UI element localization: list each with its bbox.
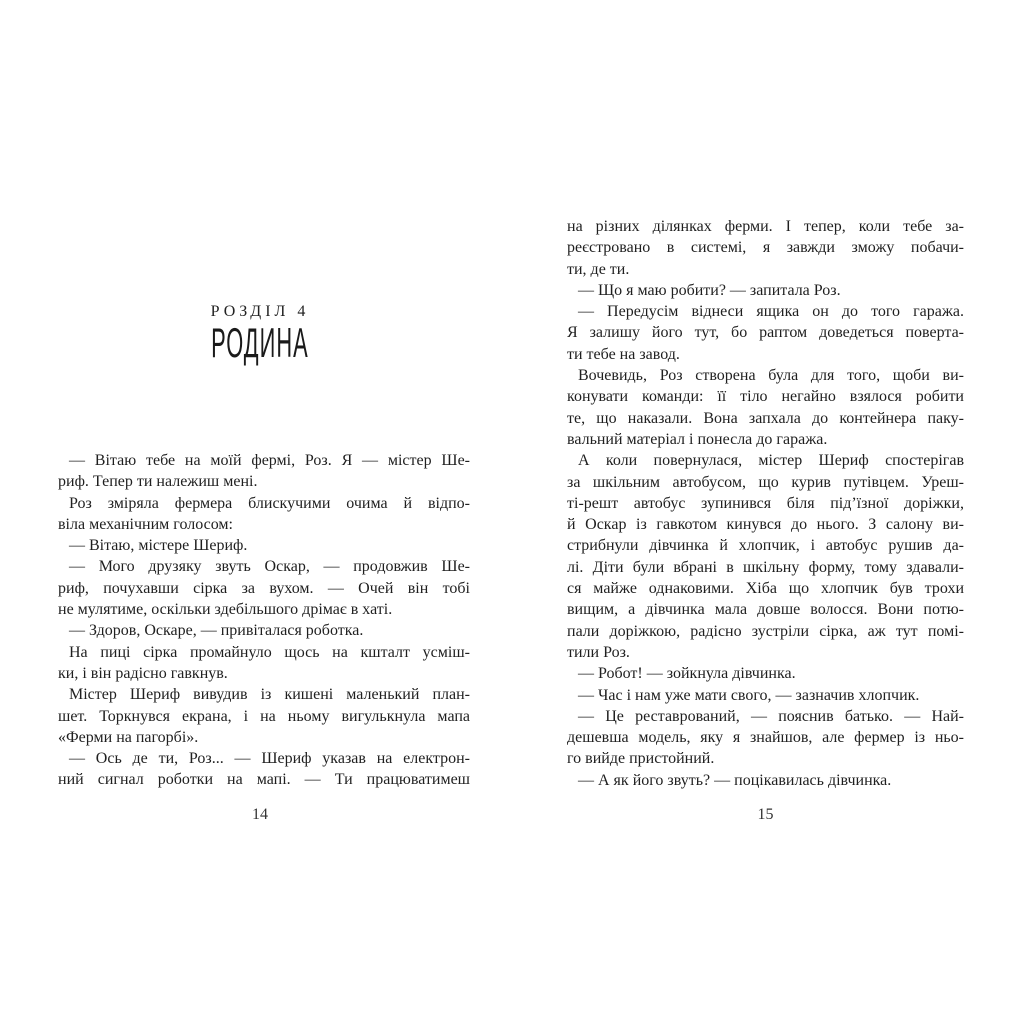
- text-line: ся майже однаковими. Хіба що хлопчик був трохи: [567, 580, 964, 598]
- text-line: Я залишу його тут, бо раптом доведеться поверта-: [567, 324, 964, 342]
- text-line: Вочевидь, Роз створена була для того, щоби ви-: [578, 367, 964, 385]
- text-line: риф, почухавши сірка за вухом. — Очей він тобі: [58, 579, 470, 597]
- page-right-body-text: [567, 216, 964, 791]
- text-line: вальний матеріал і понесла до гаража.: [567, 430, 828, 448]
- text-line: А коли повернулася, містер Шериф спостерігав: [578, 452, 964, 470]
- text-line: — Час і нам уже мати свого, — зазначив хлопчик.: [578, 686, 920, 704]
- page-number-right: 15: [757, 806, 774, 823]
- chapter-label: РОЗДІЛ 4: [210, 303, 310, 320]
- text-line: — Робот! — зойкнула дівчинка.: [578, 665, 796, 683]
- text-line: вищим, а дівчинка мала довше волосся. Вони потю-: [567, 601, 964, 619]
- text-line: — Здоров, Оскаре, — привіталася роботка.: [69, 622, 364, 640]
- text-line: те, що наказали. Вона запхала до контейнера паку-: [567, 409, 964, 427]
- text-line: реєстровано в системі, я завжди зможу побачи-: [567, 239, 964, 257]
- text-line: — Це реставрований, — пояснив батько. — Най-: [578, 707, 964, 725]
- page-left-body-text: [58, 450, 470, 791]
- text-line: на різних ділянках ферми. І тепер, коли тебе за-: [567, 218, 964, 235]
- text-line: ти, де ти.: [567, 260, 630, 278]
- text-line: тили Роз.: [567, 643, 630, 661]
- text-line: віла механічним голосом:: [58, 515, 233, 533]
- text-line: шет. Торкнувся екрана, і на ньому вигулькнула мапа: [58, 707, 470, 725]
- text-line: «Ферми на пагорбі».: [58, 728, 199, 746]
- text-line: й Оскар із гавкотом кинувся до нього. З салону ви-: [567, 516, 964, 534]
- text-line: — Передусім віднеси ящика он до того гаража.: [578, 303, 964, 321]
- text-line: ті-решт автобус зупинився біля під’їзної доріжки,: [567, 494, 964, 512]
- text-line: — Вітаю тебе на моїй фермі, Роз. Я — містер Ше-: [69, 452, 470, 469]
- text-line: Роз зміряла фермера блискучими очима й відпо-: [69, 494, 470, 512]
- text-line: ний сигнал роботки на мапі. — Ти працюватимеш: [58, 771, 470, 789]
- text-line: Містер Шериф вивудив із кишені маленький план-: [69, 686, 470, 704]
- text-line: за шкільним автобусом, що курив путівцем. Уреш-: [567, 473, 964, 491]
- chapter-title: [58, 319, 462, 366]
- text-line: — Що я маю робити? — запитала Роз.: [578, 281, 841, 299]
- text-line: пали доріжкою, радісно зустріли сірка, аж тут помі-: [567, 622, 964, 640]
- text-line: лі. Діти були вбрані в шкільну форму, тому здавали-: [567, 558, 964, 576]
- text-line: риф. Тепер ти належиш мені.: [58, 473, 258, 491]
- text-line: — Мого друзяку звуть Оскар, — продовжив Ше-: [69, 558, 470, 576]
- text-line: — Ось де ти, Роз... — Шериф указав на електрон-: [69, 750, 470, 768]
- text-line: На пиці сірка промайнуло щось на кшталт усміш-: [69, 643, 470, 661]
- text-line: не мулятиме, оскільки здебільшого дрімає в хаті.: [58, 601, 393, 619]
- text-line: дешевша модель, яку я знайшов, але фермер із ньо-: [567, 729, 964, 747]
- text-line: ти тебе на завод.: [567, 345, 680, 363]
- page-number-left: 14: [252, 806, 268, 823]
- text-line: го вийде пристойний.: [567, 750, 715, 768]
- chapter-title-text: РОДИНА: [211, 319, 309, 366]
- text-line: стрибнули дівчинка й хлопчик, і автобус рушив да-: [567, 537, 964, 555]
- text-line: — Вітаю, містере Шериф.: [69, 537, 248, 555]
- text-line: ки, і він радісно гавкнув.: [58, 664, 228, 682]
- text-line: конувати команди: її тіло негайно взялося робити: [567, 388, 964, 406]
- text-line: — А як його звуть? — поцікавилась дівчинка.: [578, 771, 892, 789]
